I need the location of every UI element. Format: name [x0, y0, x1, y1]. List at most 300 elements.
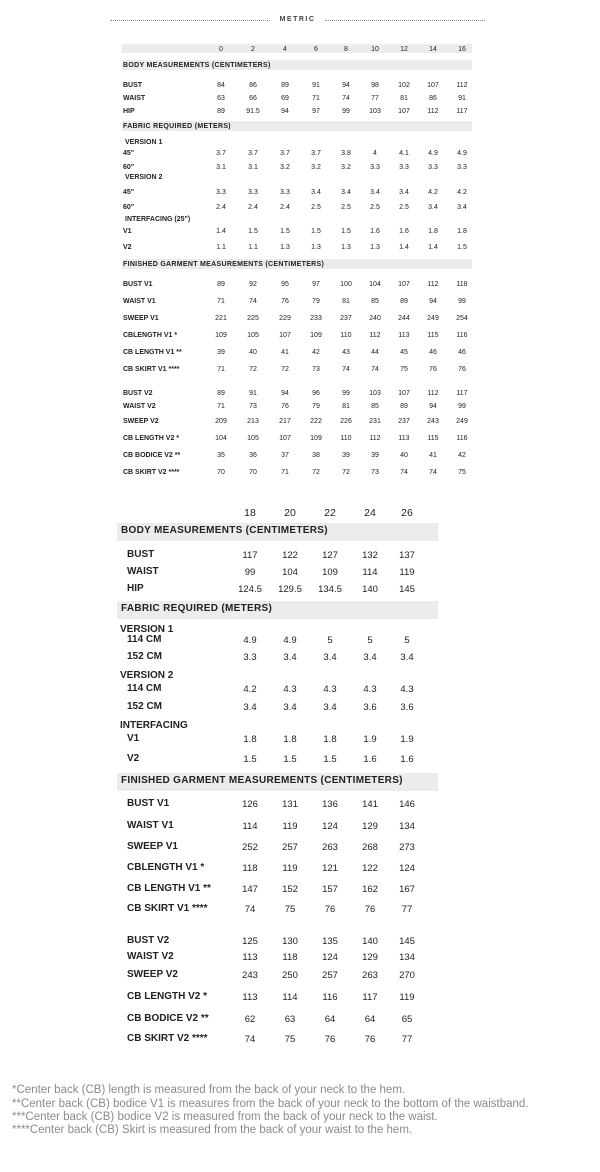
cell-value: 79 [312, 403, 320, 410]
cell-value: 1.5 [283, 754, 297, 765]
cell-value: 1.4 [428, 244, 438, 251]
cell-value: 62 [244, 1014, 256, 1025]
row-label: 45" [123, 150, 135, 157]
cell-value: 112 [427, 390, 439, 397]
cell-value: 81 [400, 95, 408, 102]
cell-value: 2.4 [280, 204, 290, 211]
cell-value: 72 [281, 366, 289, 373]
size-header-cell: 8 [344, 46, 348, 53]
cell-value: 3.3 [248, 189, 258, 196]
cell-value: 221 [215, 315, 227, 322]
cell-value: 3.4 [341, 189, 351, 196]
cell-value: 99 [458, 298, 466, 305]
cell-value: 237 [340, 315, 352, 322]
cell-value: 94 [342, 82, 350, 89]
cell-value: 249 [456, 418, 468, 425]
cell-value: 252 [242, 842, 258, 853]
footnote-2: **Center back (CB) bodice V1 is measures from the back of your neck to the bottom of the waistband. [12, 1098, 529, 1110]
cell-value: 257 [282, 842, 298, 853]
cell-value: 107 [279, 435, 291, 442]
cell-value: 250 [282, 970, 298, 981]
cell-value: 273 [399, 842, 415, 853]
cell-value: 113 [398, 435, 410, 442]
cell-value: 1.6 [399, 228, 409, 235]
cell-value: 3.4 [323, 702, 337, 713]
cell-value: 43 [342, 349, 350, 356]
cell-value: 74 [342, 366, 350, 373]
cell-value: 118 [242, 863, 258, 874]
cell-value: 46 [458, 349, 466, 356]
cell-value: 107 [279, 332, 291, 339]
cell-value: 1.1 [216, 244, 226, 251]
cell-value: 36 [249, 452, 257, 459]
cell-value: 3.4 [457, 204, 467, 211]
row-label: HIP [123, 108, 135, 115]
cell-value: 4.9 [283, 635, 297, 646]
cell-value: 102 [398, 82, 410, 89]
cell-value: 263 [322, 842, 338, 853]
cell-value: 92 [249, 281, 257, 288]
size-header-cell: 18 [244, 507, 256, 519]
cell-value: 63 [217, 95, 225, 102]
cell-value: 1.5 [243, 754, 257, 765]
cell-value: 1.8 [428, 228, 438, 235]
cell-value: 91.5 [246, 108, 260, 115]
cell-value: 76 [364, 1034, 376, 1045]
cell-value: 41 [429, 452, 437, 459]
cell-value: 77 [401, 904, 413, 915]
cell-value: 231 [369, 418, 381, 425]
cell-value: 91 [458, 95, 466, 102]
row-label: VERSION 2 [120, 670, 174, 681]
cell-value: 3.6 [363, 702, 377, 713]
cell-value: 1.5 [280, 228, 290, 235]
cell-value: 1.6 [363, 754, 377, 765]
cell-value: 41 [281, 349, 289, 356]
cell-value: 5 [327, 635, 333, 646]
row-label: WAIST [123, 95, 146, 102]
cell-value: 97 [312, 108, 320, 115]
cell-value: 109 [310, 332, 322, 339]
row-label: 45" [123, 189, 135, 196]
cell-value: 140 [362, 936, 378, 947]
cell-value: 107 [398, 281, 410, 288]
cell-value: 135 [322, 936, 338, 947]
section-title: FINISHED GARMENT MEASUREMENTS (CENTIMETERS) [123, 261, 325, 268]
cell-value: 3.4 [363, 652, 377, 663]
cell-value: 86 [249, 82, 257, 89]
size-header-cell: 0 [219, 46, 223, 53]
cell-value: 244 [398, 315, 410, 322]
size-header-cell: 24 [364, 507, 376, 519]
cell-value: 109 [310, 435, 322, 442]
cell-value: 112 [369, 435, 381, 442]
cell-value: 39 [342, 452, 350, 459]
cell-value: 39 [217, 349, 225, 356]
cell-value: 3.3 [370, 164, 380, 171]
cell-value: 213 [247, 418, 259, 425]
row-label: CB LENGTH V2 * [127, 991, 208, 1002]
cell-value: 119 [282, 821, 298, 832]
cell-value: 94 [429, 403, 437, 410]
row-label: CB SKIRT V1 **** [123, 366, 180, 373]
cell-value: 3.3 [457, 164, 467, 171]
cell-value: 64 [324, 1014, 336, 1025]
cell-value: 89 [217, 108, 225, 115]
section-title: FABRIC REQUIRED (METERS) [123, 123, 231, 130]
cell-value: 98 [371, 82, 379, 89]
cell-value: 74 [429, 469, 437, 476]
cell-value: 4.2 [457, 189, 467, 196]
row-label: BUST V1 [123, 281, 153, 288]
cell-value: 99 [342, 390, 350, 397]
cell-value: 71 [281, 469, 289, 476]
cell-value: 42 [458, 452, 466, 459]
row-label: SWEEP V2 [123, 418, 159, 425]
cell-value: 229 [279, 315, 291, 322]
cell-value: 1.8 [243, 734, 257, 745]
cell-value: 1.4 [399, 244, 409, 251]
cell-value: 3.3 [280, 189, 290, 196]
cell-value: 114 [242, 821, 258, 832]
cell-value: 1.8 [457, 228, 467, 235]
cell-value: 1.1 [248, 244, 258, 251]
cell-value: 40 [249, 349, 257, 356]
cell-value: 66 [249, 95, 257, 102]
cell-value: 222 [310, 418, 322, 425]
cell-value: 119 [399, 567, 415, 578]
cell-value: 4.3 [363, 684, 377, 695]
row-label: 152 CM [127, 701, 163, 712]
row-label: VERSION 1 [125, 139, 163, 146]
row-label: WAIST V1 [127, 820, 174, 831]
cell-value: 70 [217, 469, 225, 476]
cell-value: 104 [369, 281, 381, 288]
section-title: FINISHED GARMENT MEASUREMENTS (CENTIMETERS) [121, 775, 403, 786]
cell-value: 89 [400, 298, 408, 305]
cell-value: 71 [312, 95, 320, 102]
cell-value: 2.5 [341, 204, 351, 211]
cell-value: 118 [456, 281, 468, 288]
cell-value: 35 [217, 452, 225, 459]
row-label: VERSION 2 [125, 174, 163, 181]
cell-value: 243 [242, 970, 258, 981]
cell-value: 76 [364, 904, 376, 915]
cell-value: 39 [371, 452, 379, 459]
cell-value: 114 [362, 567, 378, 578]
cell-value: 2.5 [311, 204, 321, 211]
cell-value: 76 [458, 366, 466, 373]
cell-value: 126 [242, 799, 258, 810]
row-label: WAIST V2 [123, 403, 156, 410]
cell-value: 100 [340, 281, 352, 288]
cell-value: 64 [364, 1014, 376, 1025]
row-label: BUST V1 [127, 798, 170, 809]
cell-value: 152 [282, 884, 298, 895]
cell-value: 75 [284, 1034, 296, 1045]
cell-value: 141 [362, 799, 378, 810]
cell-value: 76 [429, 366, 437, 373]
cell-value: 1.3 [280, 244, 290, 251]
cell-value: 115 [427, 332, 439, 339]
cell-value: 72 [342, 469, 350, 476]
cell-value: 3.3 [216, 189, 226, 196]
cell-value: 134 [399, 821, 415, 832]
cell-value: 112 [369, 332, 381, 339]
cell-value: 263 [362, 970, 378, 981]
cell-value: 45 [400, 349, 408, 356]
cell-value: 4 [373, 150, 377, 157]
cell-value: 94 [429, 298, 437, 305]
cell-value: 89 [217, 281, 225, 288]
cell-value: 125 [242, 936, 258, 947]
cell-value: 99 [342, 108, 350, 115]
cell-value: 94 [281, 390, 289, 397]
row-label: SWEEP V2 [127, 969, 178, 980]
cell-value: 77 [401, 1034, 413, 1045]
cell-value: 4.3 [400, 684, 414, 695]
row-label: BUST V2 [123, 390, 153, 397]
cell-value: 5 [367, 635, 373, 646]
cell-value: 3.4 [283, 702, 297, 713]
cell-value: 110 [340, 332, 352, 339]
cell-value: 117 [456, 108, 468, 115]
cell-value: 73 [312, 366, 320, 373]
cell-value: 71 [217, 298, 225, 305]
cell-value: 76 [281, 298, 289, 305]
cell-value: 40 [400, 452, 408, 459]
cell-value: 4.2 [428, 189, 438, 196]
cell-value: 3.4 [400, 652, 414, 663]
cell-value: 132 [362, 550, 378, 561]
cell-value: 119 [399, 992, 415, 1003]
cell-value: 42 [312, 349, 320, 356]
cell-value: 46 [429, 349, 437, 356]
cell-value: 116 [456, 332, 468, 339]
row-label: WAIST [127, 566, 159, 577]
cell-value: 107 [427, 82, 439, 89]
size-header-cell: 6 [314, 46, 318, 53]
footnote-4: ****Center back (CB) Skirt is measured from the back of your waist to the hem. [12, 1124, 413, 1136]
cell-value: 1.5 [311, 228, 321, 235]
cell-value: 99 [244, 567, 256, 578]
row-label: INTERFACING (25") [125, 216, 191, 223]
row-label: 152 CM [127, 651, 163, 662]
cell-value: 72 [312, 469, 320, 476]
size-header-cell: 16 [458, 46, 466, 53]
cell-value: 243 [427, 418, 439, 425]
cell-value: 249 [427, 315, 439, 322]
cell-value: 3.7 [311, 150, 321, 157]
cell-value: 3.8 [341, 150, 351, 157]
cell-value: 95 [281, 281, 289, 288]
size-header-cell: 14 [429, 46, 437, 53]
cell-value: 129.5 [278, 584, 302, 595]
row-label: CBLENGTH V1 * [127, 862, 205, 873]
cell-value: 237 [398, 418, 410, 425]
cell-value: 69 [281, 95, 289, 102]
cell-value: 137 [399, 550, 415, 561]
cell-value: 3.3 [399, 164, 409, 171]
cell-value: 3.4 [399, 189, 409, 196]
cell-value: 131 [282, 799, 298, 810]
cell-value: 124.5 [238, 584, 262, 595]
cell-value: 146 [399, 799, 415, 810]
section-title: FABRIC REQUIRED (METERS) [121, 603, 273, 614]
cell-value: 240 [369, 315, 381, 322]
row-label: SWEEP V1 [123, 315, 159, 322]
row-label: BUST [127, 549, 155, 560]
cell-value: 113 [398, 332, 410, 339]
cell-value: 115 [427, 435, 439, 442]
row-label: INTERFACING [120, 720, 188, 731]
cell-value: 99 [458, 403, 466, 410]
size-header-cell: 12 [400, 46, 408, 53]
footnote-3: ***Center back (CB) bodice V2 is measured from the back of your neck to the waist. [12, 1111, 438, 1123]
cell-value: 3.7 [248, 150, 258, 157]
cell-value: 71 [217, 366, 225, 373]
cell-value: 121 [322, 863, 338, 874]
size-header-cell: 4 [283, 46, 287, 53]
cell-value: 81 [342, 403, 350, 410]
cell-value: 89 [400, 403, 408, 410]
cell-value: 110 [340, 435, 352, 442]
cell-value: 3.3 [428, 164, 438, 171]
cell-value: 81 [342, 298, 350, 305]
cell-value: 122 [282, 550, 298, 561]
size-header-band [122, 44, 472, 53]
cell-value: 4.1 [399, 150, 409, 157]
cell-value: 114 [282, 992, 298, 1003]
cell-value: 1.5 [248, 228, 258, 235]
cell-value: 1.8 [323, 734, 337, 745]
row-label: SWEEP V1 [127, 841, 178, 852]
cell-value: 4.9 [243, 635, 257, 646]
cell-value: 136 [322, 799, 338, 810]
cell-value: 3.7 [216, 150, 226, 157]
cell-value: 112 [427, 281, 439, 288]
cell-value: 3.2 [341, 164, 351, 171]
cell-value: 84 [217, 82, 225, 89]
cell-value: 1.5 [457, 244, 467, 251]
cell-value: 3.2 [311, 164, 321, 171]
header-rule-left [110, 20, 270, 21]
cell-value: 77 [371, 95, 379, 102]
size-header-cell: 2 [251, 46, 255, 53]
cell-value: 129 [362, 952, 378, 963]
cell-value: 3.1 [248, 164, 258, 171]
cell-value: 72 [249, 366, 257, 373]
cell-value: 76 [324, 904, 336, 915]
cell-value: 257 [322, 970, 338, 981]
row-label: CB LENGTH V2 * [123, 435, 180, 442]
page-title: METRIC [279, 16, 316, 23]
cell-value: 104 [215, 435, 227, 442]
cell-value: 113 [242, 992, 258, 1003]
cell-value: 76 [281, 403, 289, 410]
row-label: BUST V2 [127, 935, 170, 946]
cell-value: 209 [215, 418, 227, 425]
section-title: BODY MEASUREMENTS (CENTIMETERS) [121, 525, 328, 536]
cell-value: 1.5 [323, 754, 337, 765]
cell-value: 1.6 [400, 754, 414, 765]
cell-value: 96 [312, 390, 320, 397]
cell-value: 145 [399, 584, 415, 595]
cell-value: 75 [400, 366, 408, 373]
cell-value: 74 [371, 366, 379, 373]
cell-value: 4.9 [457, 150, 467, 157]
cell-value: 38 [312, 452, 320, 459]
cell-value: 107 [398, 108, 410, 115]
cell-value: 124 [322, 952, 338, 963]
cell-value: 2.4 [216, 204, 226, 211]
cell-value: 1.3 [311, 244, 321, 251]
size-header-cell: 10 [371, 46, 379, 53]
cell-value: 94 [281, 108, 289, 115]
cell-value: 3.2 [280, 164, 290, 171]
cell-value: 97 [312, 281, 320, 288]
cell-value: 226 [340, 418, 352, 425]
cell-value: 103 [369, 108, 381, 115]
cell-value: 217 [279, 418, 291, 425]
cell-value: 109 [322, 567, 338, 578]
cell-value: 73 [371, 469, 379, 476]
cell-value: 270 [399, 970, 415, 981]
row-label: 114 CM [127, 683, 162, 694]
cell-value: 3.6 [400, 702, 414, 713]
cell-value: 71 [217, 403, 225, 410]
cell-value: 65 [401, 1014, 413, 1025]
row-label: CB BODICE V2 ** [127, 1013, 209, 1024]
cell-value: 74 [400, 469, 408, 476]
cell-value: 4.3 [283, 684, 297, 695]
cell-value: 1.3 [341, 244, 351, 251]
cell-value: 117 [242, 550, 258, 561]
row-label: CB BODICE V2 ** [123, 452, 181, 459]
row-label: CB SKIRT V2 **** [127, 1033, 208, 1044]
cell-value: 109 [215, 332, 227, 339]
row-label: CB SKIRT V2 **** [123, 469, 180, 476]
cell-value: 1.8 [283, 734, 297, 745]
cell-value: 140 [362, 584, 378, 595]
cell-value: 74 [342, 95, 350, 102]
cell-value: 4.2 [243, 684, 257, 695]
cell-value: 91 [312, 82, 320, 89]
row-label: BUST [123, 82, 143, 89]
cell-value: 79 [312, 298, 320, 305]
row-label: 60" [123, 204, 135, 211]
cell-value: 3.4 [323, 652, 337, 663]
row-label: HIP [127, 583, 144, 594]
cell-value: 118 [282, 952, 298, 963]
cell-value: 147 [242, 884, 258, 895]
cell-value: 37 [281, 452, 289, 459]
cell-value: 104 [282, 567, 298, 578]
row-label: VERSION 1 [120, 624, 174, 635]
cell-value: 254 [456, 315, 468, 322]
cell-value: 167 [399, 884, 415, 895]
cell-value: 3.4 [370, 189, 380, 196]
row-label: 114 CM [127, 634, 162, 645]
cell-value: 233 [310, 315, 322, 322]
section-title: BODY MEASUREMENTS (CENTIMETERS) [123, 62, 271, 69]
cell-value: 85 [371, 298, 379, 305]
cell-value: 145 [399, 936, 415, 947]
cell-value: 105 [247, 435, 259, 442]
cell-value: 73 [249, 403, 257, 410]
cell-value: 86 [429, 95, 437, 102]
cell-value: 134.5 [318, 584, 342, 595]
